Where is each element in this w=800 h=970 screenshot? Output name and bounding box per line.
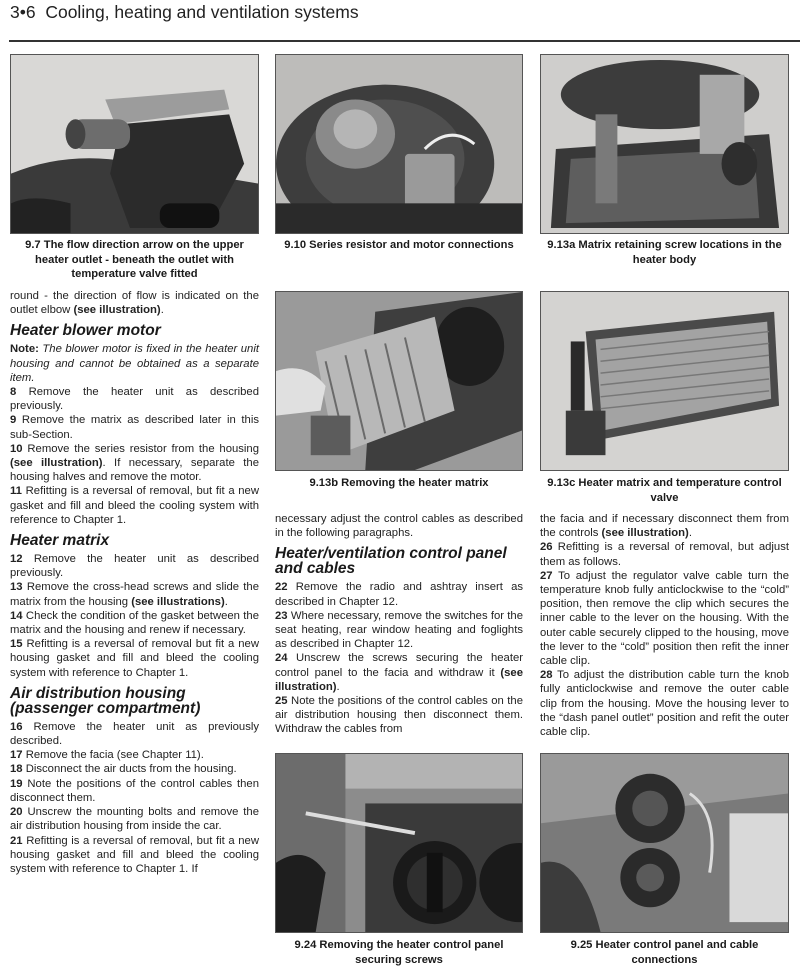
step-10: 10 Remove the series resistor from the housing (see illustration). If necessary, separate the housing halves and remove the motor. — [10, 442, 259, 484]
step-14: 14 Check the condition of the gasket between the matrix and the housing and renew if necessary. — [10, 609, 259, 637]
heading-heater-matrix: Heater matrix — [10, 532, 110, 550]
step-16: 16 Remove the heater unit as previously described. — [10, 720, 259, 748]
photo-9-13c — [540, 291, 789, 471]
step-20: 20 Unscrew the mounting bolts and remove the air distribution housing from inside the car. — [10, 806, 259, 833]
step-23: 23 Where necessary, remove the switches for the seat heating, rear window heating and foglights as described in Chapter 12. — [275, 609, 523, 651]
step-21: 21 Refitting is a reversal of removal, but fit a new housing gasket and fill and bleed the cooling system with reference to Chapter 1. If — [10, 834, 259, 875]
page-number: 3•6 — [10, 2, 36, 22]
heading-control-panel-and-cables: Heater/ventilation control panel and cables — [275, 545, 507, 578]
intro-paragraph: round - the direction of flow is indicated on the outlet elbow (see illustration). — [10, 290, 259, 317]
photo-9-24 — [275, 753, 523, 933]
text-column-3 — [540, 512, 789, 739]
step-22: 22 Remove the radio and ashtray insert as described in Chapter 12. — [275, 581, 523, 608]
photo-9-25 — [540, 753, 789, 933]
text-column-1 — [10, 289, 259, 876]
photo-9-13b — [275, 291, 523, 471]
step-11: 11 Refitting is a reversal of removal, but fit a new gasket and fill and bleed the cooling system with reference to Chapter 1. — [10, 485, 259, 526]
page-header — [10, 2, 359, 23]
caption-9-7: 9.7 The flow direction arrow on the upper heater outlet - beneath the outlet with temperature valve fitted — [25, 239, 244, 280]
step-12: 12 Remove the heater unit as described previously. — [10, 553, 259, 580]
caption-9-13b: 9.13b Removing the heater matrix — [309, 477, 489, 489]
caption-9-24: 9.24 Removing the heater control panel securing screws — [294, 939, 504, 966]
step-19: 19 Note the positions of the control cables then disconnect them. — [10, 777, 259, 804]
see-illustration-ref: (see illustration) — [73, 304, 161, 317]
step-28: 28 To adjust the distribution cable turn the knob fully anticlockwise and remove the outer cable clip from the housing. Move the housing lever to the “dash panel outlet” position and refit the outer cable clip. — [540, 669, 789, 739]
step-13: 13 Remove the cross-head screws and slide the matrix from the housing (see illustrations). — [10, 581, 259, 608]
step-25: 25 Note the positions of the control cables on the air distribution housing then disconnect them. Withdraw the cables from — [275, 695, 523, 736]
photo-9-7 — [10, 54, 259, 234]
step-8: 8 Remove the heater unit as described previously. — [10, 386, 259, 413]
text-column-2 — [275, 512, 523, 737]
heading-heater-blower-motor: Heater blower motor — [10, 322, 161, 340]
step-15: 15 Refitting is a reversal of removal but fit a new housing gasket and fill and bleed the cooling system with reference to Chapter 1. — [10, 638, 259, 679]
step-24: 24 Unscrew the screws securing the heater control panel to the facia and withdraw it (see illustration). — [275, 652, 523, 693]
heading-air-distribution-housing: Air distribution housing (passenger compartment) — [10, 684, 201, 717]
step-27: 27 To adjust the regulator valve cable turn the temperature knob fully anticlockwise to the “cold” position, then remove the clip which secures the inner cable to the lever on the housing. With the outer cable securely clipped to the housing, move the lever to the “cold” position then refit the inner cable clip. — [540, 569, 789, 668]
step-17: 17 Remove the facia (see Chapter 11). — [10, 749, 204, 762]
caption-9-13c: 9.13c Heater matrix and temperature control valve — [547, 477, 782, 504]
step-26: 26 Refitting is a reversal of removal, but adjust them as follows. — [540, 541, 789, 568]
step-18: 18 Disconnect the air ducts from the housing. — [10, 763, 237, 776]
caption-9-13a: 9.13a Matrix retaining screw locations in the heater body — [547, 239, 782, 266]
photo-9-10 — [275, 54, 523, 234]
continuation-paragraph: necessary adjust the control cables as described in the following paragraphs. — [275, 513, 523, 540]
chapter-title: Cooling, heating and ventilation systems — [45, 2, 359, 22]
header-rule — [9, 40, 800, 42]
caption-9-25: 9.25 Heater control panel and cable connections — [570, 939, 759, 966]
step-9: 9 Remove the matrix as described later in this sub-Section. — [10, 414, 259, 441]
photo-9-13a — [540, 54, 789, 234]
continuation-paragraph: the facia and if necessary disconnect them from the controls (see illustration). — [540, 513, 789, 540]
note-paragraph: Note: The blower motor is fixed in the heater unit housing and cannot be obtained as a separate item. — [10, 343, 259, 384]
caption-9-10: 9.10 Series resistor and motor connections — [284, 239, 514, 251]
